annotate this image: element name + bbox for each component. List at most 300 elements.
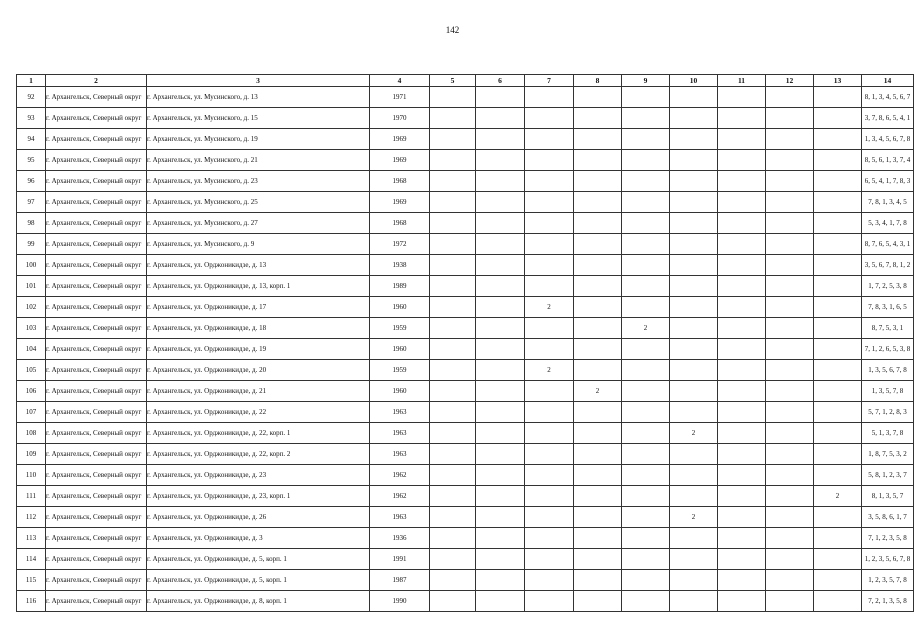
work-order-cell: 7, 2, 1, 3, 5, 8 <box>862 591 914 612</box>
row-number-cell: 101 <box>17 276 46 297</box>
column-13-cell <box>814 255 862 276</box>
year-built-cell: 1969 <box>370 129 430 150</box>
column-11-cell <box>718 87 766 108</box>
table-row <box>17 318 914 339</box>
column-12-cell <box>766 381 814 402</box>
year-built-cell: 1962 <box>370 465 430 486</box>
table-row <box>17 150 914 171</box>
column-5-cell <box>430 591 476 612</box>
column-7-cell <box>525 129 574 150</box>
column-header-9: 9 <box>622 75 670 87</box>
column-10-cell <box>670 549 718 570</box>
row-number-cell: 116 <box>17 591 46 612</box>
district-cell: г. Архангельск, Северный округ <box>46 255 147 276</box>
address-cell: г. Архангельск, ул. Мусинского, д. 15 <box>147 108 370 129</box>
district-cell: г. Архангельск, Северный округ <box>46 150 147 171</box>
column-6-cell <box>476 486 525 507</box>
column-8-cell: 2 <box>574 381 622 402</box>
work-order-cell: 7, 1, 2, 6, 5, 3, 8 <box>862 339 914 360</box>
row-number-cell: 115 <box>17 570 46 591</box>
row-number-cell: 98 <box>17 213 46 234</box>
column-10-cell <box>670 255 718 276</box>
column-6-cell <box>476 465 525 486</box>
column-12-cell <box>766 444 814 465</box>
row-number-cell: 113 <box>17 528 46 549</box>
column-12-cell <box>766 465 814 486</box>
address-cell: г. Архангельск, ул. Мусинского, д. 13 <box>147 87 370 108</box>
column-12-cell <box>766 402 814 423</box>
column-6-cell <box>476 339 525 360</box>
address-cell: г. Архангельск, ул. Орджоникидзе, д. 5, корп. 1 <box>147 570 370 591</box>
column-10-cell <box>670 465 718 486</box>
column-5-cell <box>430 297 476 318</box>
column-8-cell <box>574 318 622 339</box>
column-6-cell <box>476 444 525 465</box>
column-8-cell <box>574 444 622 465</box>
year-built-cell: 1960 <box>370 339 430 360</box>
column-8-cell <box>574 360 622 381</box>
column-9-cell <box>622 402 670 423</box>
column-8-cell <box>574 339 622 360</box>
column-10-cell: 2 <box>670 507 718 528</box>
column-9-cell <box>622 276 670 297</box>
column-8-cell <box>574 528 622 549</box>
district-cell: г. Архангельск, Северный округ <box>46 318 147 339</box>
column-13-cell <box>814 129 862 150</box>
column-7-cell <box>525 507 574 528</box>
column-6-cell <box>476 507 525 528</box>
column-11-cell <box>718 108 766 129</box>
district-cell: г. Архангельск, Северный округ <box>46 171 147 192</box>
column-7-cell <box>525 318 574 339</box>
table-header-row <box>17 75 914 87</box>
column-13-cell <box>814 213 862 234</box>
column-8-cell <box>574 402 622 423</box>
column-9-cell <box>622 528 670 549</box>
column-10-cell <box>670 360 718 381</box>
work-order-cell: 1, 7, 2, 5, 3, 8 <box>862 276 914 297</box>
year-built-cell: 1963 <box>370 423 430 444</box>
table-row <box>17 507 914 528</box>
district-cell: г. Архангельск, Северный округ <box>46 192 147 213</box>
district-cell: г. Архангельск, Северный округ <box>46 444 147 465</box>
work-order-cell: 5, 3, 4, 1, 7, 8 <box>862 213 914 234</box>
work-order-cell: 3, 5, 8, 6, 1, 7 <box>862 507 914 528</box>
address-cell: г. Архангельск, ул. Орджоникидзе, д. 22 <box>147 402 370 423</box>
column-5-cell <box>430 108 476 129</box>
column-13-cell <box>814 87 862 108</box>
year-built-cell: 1960 <box>370 381 430 402</box>
column-9-cell: 2 <box>622 318 670 339</box>
work-order-cell: 8, 5, 6, 1, 3, 7, 4 <box>862 150 914 171</box>
column-5-cell <box>430 381 476 402</box>
column-7-cell <box>525 570 574 591</box>
column-13-cell <box>814 339 862 360</box>
column-6-cell <box>476 318 525 339</box>
column-10-cell <box>670 108 718 129</box>
column-9-cell <box>622 381 670 402</box>
column-10-cell <box>670 297 718 318</box>
work-order-cell: 7, 8, 3, 1, 6, 5 <box>862 297 914 318</box>
table-row <box>17 276 914 297</box>
work-order-cell: 8, 7, 6, 5, 4, 3, 1 <box>862 234 914 255</box>
district-cell: г. Архангельск, Северный округ <box>46 507 147 528</box>
address-cell: г. Архангельск, ул. Орджоникидзе, д. 3 <box>147 528 370 549</box>
column-5-cell <box>430 549 476 570</box>
column-10-cell <box>670 339 718 360</box>
column-13-cell <box>814 528 862 549</box>
column-13-cell <box>814 234 862 255</box>
column-8-cell <box>574 171 622 192</box>
column-11-cell <box>718 192 766 213</box>
column-12-cell <box>766 549 814 570</box>
row-number-cell: 93 <box>17 108 46 129</box>
district-cell: г. Архангельск, Северный округ <box>46 423 147 444</box>
column-7-cell <box>525 339 574 360</box>
address-cell: г. Архангельск, ул. Орджоникидзе, д. 23, корп. 1 <box>147 486 370 507</box>
column-5-cell <box>430 234 476 255</box>
column-header-14: 14 <box>862 75 914 87</box>
district-cell: г. Архангельск, Северный округ <box>46 381 147 402</box>
column-7-cell <box>525 486 574 507</box>
district-cell: г. Архангельск, Северный округ <box>46 276 147 297</box>
column-12-cell <box>766 213 814 234</box>
row-number-cell: 106 <box>17 381 46 402</box>
column-12-cell <box>766 150 814 171</box>
column-10-cell <box>670 213 718 234</box>
column-9-cell <box>622 507 670 528</box>
column-6-cell <box>476 297 525 318</box>
table-row <box>17 528 914 549</box>
column-12-cell <box>766 591 814 612</box>
work-order-cell: 8, 1, 3, 5, 7 <box>862 486 914 507</box>
table-row <box>17 108 914 129</box>
column-7-cell <box>525 192 574 213</box>
address-cell: г. Архангельск, ул. Мусинского, д. 21 <box>147 150 370 171</box>
column-12-cell <box>766 360 814 381</box>
column-8-cell <box>574 234 622 255</box>
table-row <box>17 402 914 423</box>
column-6-cell <box>476 234 525 255</box>
column-10-cell <box>670 318 718 339</box>
column-10-cell <box>670 570 718 591</box>
column-6-cell <box>476 108 525 129</box>
row-number-cell: 103 <box>17 318 46 339</box>
column-7-cell <box>525 528 574 549</box>
column-header-6: 6 <box>476 75 525 87</box>
row-number-cell: 109 <box>17 444 46 465</box>
column-9-cell <box>622 549 670 570</box>
column-6-cell <box>476 150 525 171</box>
district-cell: г. Архангельск, Северный округ <box>46 528 147 549</box>
column-13-cell <box>814 297 862 318</box>
column-11-cell <box>718 402 766 423</box>
year-built-cell: 1989 <box>370 276 430 297</box>
column-6-cell <box>476 591 525 612</box>
year-built-cell: 1936 <box>370 528 430 549</box>
table-row <box>17 129 914 150</box>
column-11-cell <box>718 339 766 360</box>
column-10-cell <box>670 234 718 255</box>
column-9-cell <box>622 591 670 612</box>
column-header-10: 10 <box>670 75 718 87</box>
column-9-cell <box>622 234 670 255</box>
column-header-1: 1 <box>17 75 46 87</box>
row-number-cell: 96 <box>17 171 46 192</box>
year-built-cell: 1970 <box>370 108 430 129</box>
column-9-cell <box>622 87 670 108</box>
column-header-5: 5 <box>430 75 476 87</box>
column-11-cell <box>718 276 766 297</box>
column-11-cell <box>718 528 766 549</box>
column-6-cell <box>476 381 525 402</box>
column-5-cell <box>430 528 476 549</box>
table-row <box>17 444 914 465</box>
address-cell: г. Архангельск, ул. Мусинского, д. 19 <box>147 129 370 150</box>
district-cell: г. Архангельск, Северный округ <box>46 108 147 129</box>
column-11-cell <box>718 150 766 171</box>
column-11-cell <box>718 570 766 591</box>
column-11-cell <box>718 318 766 339</box>
column-12-cell <box>766 318 814 339</box>
column-5-cell <box>430 570 476 591</box>
work-order-cell: 1, 3, 5, 6, 7, 8 <box>862 360 914 381</box>
year-built-cell: 1968 <box>370 213 430 234</box>
district-cell: г. Архангельск, Северный округ <box>46 591 147 612</box>
table-row <box>17 234 914 255</box>
year-built-cell: 1959 <box>370 318 430 339</box>
column-11-cell <box>718 171 766 192</box>
year-built-cell: 1972 <box>370 234 430 255</box>
column-5-cell <box>430 192 476 213</box>
column-5-cell <box>430 129 476 150</box>
column-9-cell <box>622 213 670 234</box>
column-8-cell <box>574 255 622 276</box>
column-6-cell <box>476 276 525 297</box>
table-row <box>17 339 914 360</box>
row-number-cell: 105 <box>17 360 46 381</box>
column-5-cell <box>430 171 476 192</box>
column-7-cell <box>525 150 574 171</box>
row-number-cell: 112 <box>17 507 46 528</box>
work-order-cell: 1, 3, 5, 7, 8 <box>862 381 914 402</box>
column-13-cell <box>814 108 862 129</box>
column-12-cell <box>766 570 814 591</box>
column-5-cell <box>430 507 476 528</box>
year-built-cell: 1962 <box>370 486 430 507</box>
column-12-cell <box>766 171 814 192</box>
table-body <box>17 87 914 612</box>
column-header-12: 12 <box>766 75 814 87</box>
column-10-cell <box>670 129 718 150</box>
column-7-cell <box>525 213 574 234</box>
year-built-cell: 1963 <box>370 402 430 423</box>
column-10-cell <box>670 192 718 213</box>
row-number-cell: 111 <box>17 486 46 507</box>
column-5-cell <box>430 87 476 108</box>
row-number-cell: 95 <box>17 150 46 171</box>
column-6-cell <box>476 549 525 570</box>
column-12-cell <box>766 129 814 150</box>
table-row <box>17 213 914 234</box>
column-8-cell <box>574 591 622 612</box>
column-7-cell <box>525 108 574 129</box>
column-12-cell <box>766 234 814 255</box>
column-7-cell <box>525 276 574 297</box>
column-5-cell <box>430 213 476 234</box>
column-12-cell <box>766 108 814 129</box>
column-5-cell <box>430 486 476 507</box>
column-9-cell <box>622 129 670 150</box>
row-number-cell: 97 <box>17 192 46 213</box>
column-5-cell <box>430 423 476 444</box>
column-12-cell <box>766 423 814 444</box>
work-order-cell: 3, 5, 6, 7, 8, 1, 2 <box>862 255 914 276</box>
column-13-cell <box>814 402 862 423</box>
address-cell: г. Архангельск, ул. Орджоникидзе, д. 13, корп. 1 <box>147 276 370 297</box>
column-12-cell <box>766 339 814 360</box>
column-13-cell <box>814 192 862 213</box>
column-13-cell <box>814 570 862 591</box>
year-built-cell: 1991 <box>370 549 430 570</box>
column-13-cell <box>814 171 862 192</box>
column-7-cell <box>525 87 574 108</box>
column-11-cell <box>718 213 766 234</box>
row-number-cell: 94 <box>17 129 46 150</box>
year-built-cell: 1969 <box>370 192 430 213</box>
column-8-cell <box>574 213 622 234</box>
column-13-cell <box>814 276 862 297</box>
work-order-cell: 5, 7, 1, 2, 8, 3 <box>862 402 914 423</box>
column-header-11: 11 <box>718 75 766 87</box>
address-cell: г. Архангельск, ул. Орджоникидзе, д. 8, корп. 1 <box>147 591 370 612</box>
column-12-cell <box>766 192 814 213</box>
column-12-cell <box>766 507 814 528</box>
column-9-cell <box>622 444 670 465</box>
address-cell: г. Архангельск, ул. Мусинского, д. 23 <box>147 171 370 192</box>
column-8-cell <box>574 549 622 570</box>
column-13-cell <box>814 465 862 486</box>
address-cell: г. Архангельск, ул. Орджоникидзе, д. 22, корп. 1 <box>147 423 370 444</box>
column-header-13: 13 <box>814 75 862 87</box>
table-row <box>17 360 914 381</box>
column-6-cell <box>476 213 525 234</box>
column-13-cell <box>814 360 862 381</box>
column-7-cell <box>525 171 574 192</box>
district-cell: г. Архангельск, Северный округ <box>46 402 147 423</box>
column-13-cell <box>814 423 862 444</box>
district-cell: г. Архангельск, Северный округ <box>46 549 147 570</box>
column-12-cell <box>766 87 814 108</box>
work-order-cell: 1, 3, 4, 5, 6, 7, 8 <box>862 129 914 150</box>
column-header-8: 8 <box>574 75 622 87</box>
column-10-cell <box>670 171 718 192</box>
table-row <box>17 549 914 570</box>
column-10-cell <box>670 444 718 465</box>
housing-registry-table <box>16 74 914 612</box>
column-9-cell <box>622 255 670 276</box>
column-7-cell: 2 <box>525 297 574 318</box>
work-order-cell: 1, 2, 3, 5, 7, 8 <box>862 570 914 591</box>
column-10-cell <box>670 150 718 171</box>
district-cell: г. Архангельск, Северный округ <box>46 234 147 255</box>
column-11-cell <box>718 255 766 276</box>
year-built-cell: 1960 <box>370 297 430 318</box>
column-13-cell <box>814 444 862 465</box>
district-cell: г. Архангельск, Северный округ <box>46 129 147 150</box>
row-number-cell: 107 <box>17 402 46 423</box>
address-cell: г. Архангельск, ул. Орджоникидзе, д. 19 <box>147 339 370 360</box>
column-12-cell <box>766 528 814 549</box>
column-8-cell <box>574 465 622 486</box>
column-8-cell <box>574 108 622 129</box>
column-6-cell <box>476 171 525 192</box>
column-9-cell <box>622 150 670 171</box>
column-13-cell <box>814 549 862 570</box>
column-10-cell: 2 <box>670 423 718 444</box>
column-13-cell: 2 <box>814 486 862 507</box>
work-order-cell: 6, 5, 4, 1, 7, 8, 3 <box>862 171 914 192</box>
year-built-cell: 1963 <box>370 444 430 465</box>
column-8-cell <box>574 297 622 318</box>
district-cell: г. Архангельск, Северный округ <box>46 339 147 360</box>
column-9-cell <box>622 192 670 213</box>
column-8-cell <box>574 276 622 297</box>
column-11-cell <box>718 297 766 318</box>
address-cell: г. Архангельск, ул. Орджоникидзе, д. 5, корп. 1 <box>147 549 370 570</box>
column-12-cell <box>766 486 814 507</box>
district-cell: г. Архангельск, Северный округ <box>46 486 147 507</box>
table-row <box>17 570 914 591</box>
year-built-cell: 1959 <box>370 360 430 381</box>
column-5-cell <box>430 360 476 381</box>
district-cell: г. Архангельск, Северный округ <box>46 213 147 234</box>
year-built-cell: 1971 <box>370 87 430 108</box>
column-header-7: 7 <box>525 75 574 87</box>
column-7-cell <box>525 423 574 444</box>
table-row <box>17 591 914 612</box>
column-6-cell <box>476 570 525 591</box>
address-cell: г. Архангельск, ул. Орджоникидзе, д. 13 <box>147 255 370 276</box>
year-built-cell: 1968 <box>370 171 430 192</box>
column-11-cell <box>718 423 766 444</box>
column-13-cell <box>814 591 862 612</box>
column-header-4: 4 <box>370 75 430 87</box>
column-6-cell <box>476 129 525 150</box>
table-row <box>17 423 914 444</box>
column-9-cell <box>622 297 670 318</box>
column-5-cell <box>430 318 476 339</box>
column-6-cell <box>476 255 525 276</box>
table-row <box>17 486 914 507</box>
column-10-cell <box>670 402 718 423</box>
column-9-cell <box>622 570 670 591</box>
column-7-cell <box>525 444 574 465</box>
table-row <box>17 381 914 402</box>
column-11-cell <box>718 486 766 507</box>
address-cell: г. Архангельск, ул. Мусинского, д. 9 <box>147 234 370 255</box>
column-8-cell <box>574 150 622 171</box>
column-9-cell <box>622 486 670 507</box>
column-6-cell <box>476 402 525 423</box>
column-header-2: 2 <box>46 75 147 87</box>
column-11-cell <box>718 591 766 612</box>
address-cell: г. Архангельск, ул. Орджоникидзе, д. 26 <box>147 507 370 528</box>
table-row <box>17 465 914 486</box>
column-6-cell <box>476 87 525 108</box>
work-order-cell: 7, 1, 2, 3, 5, 8 <box>862 528 914 549</box>
column-12-cell <box>766 276 814 297</box>
